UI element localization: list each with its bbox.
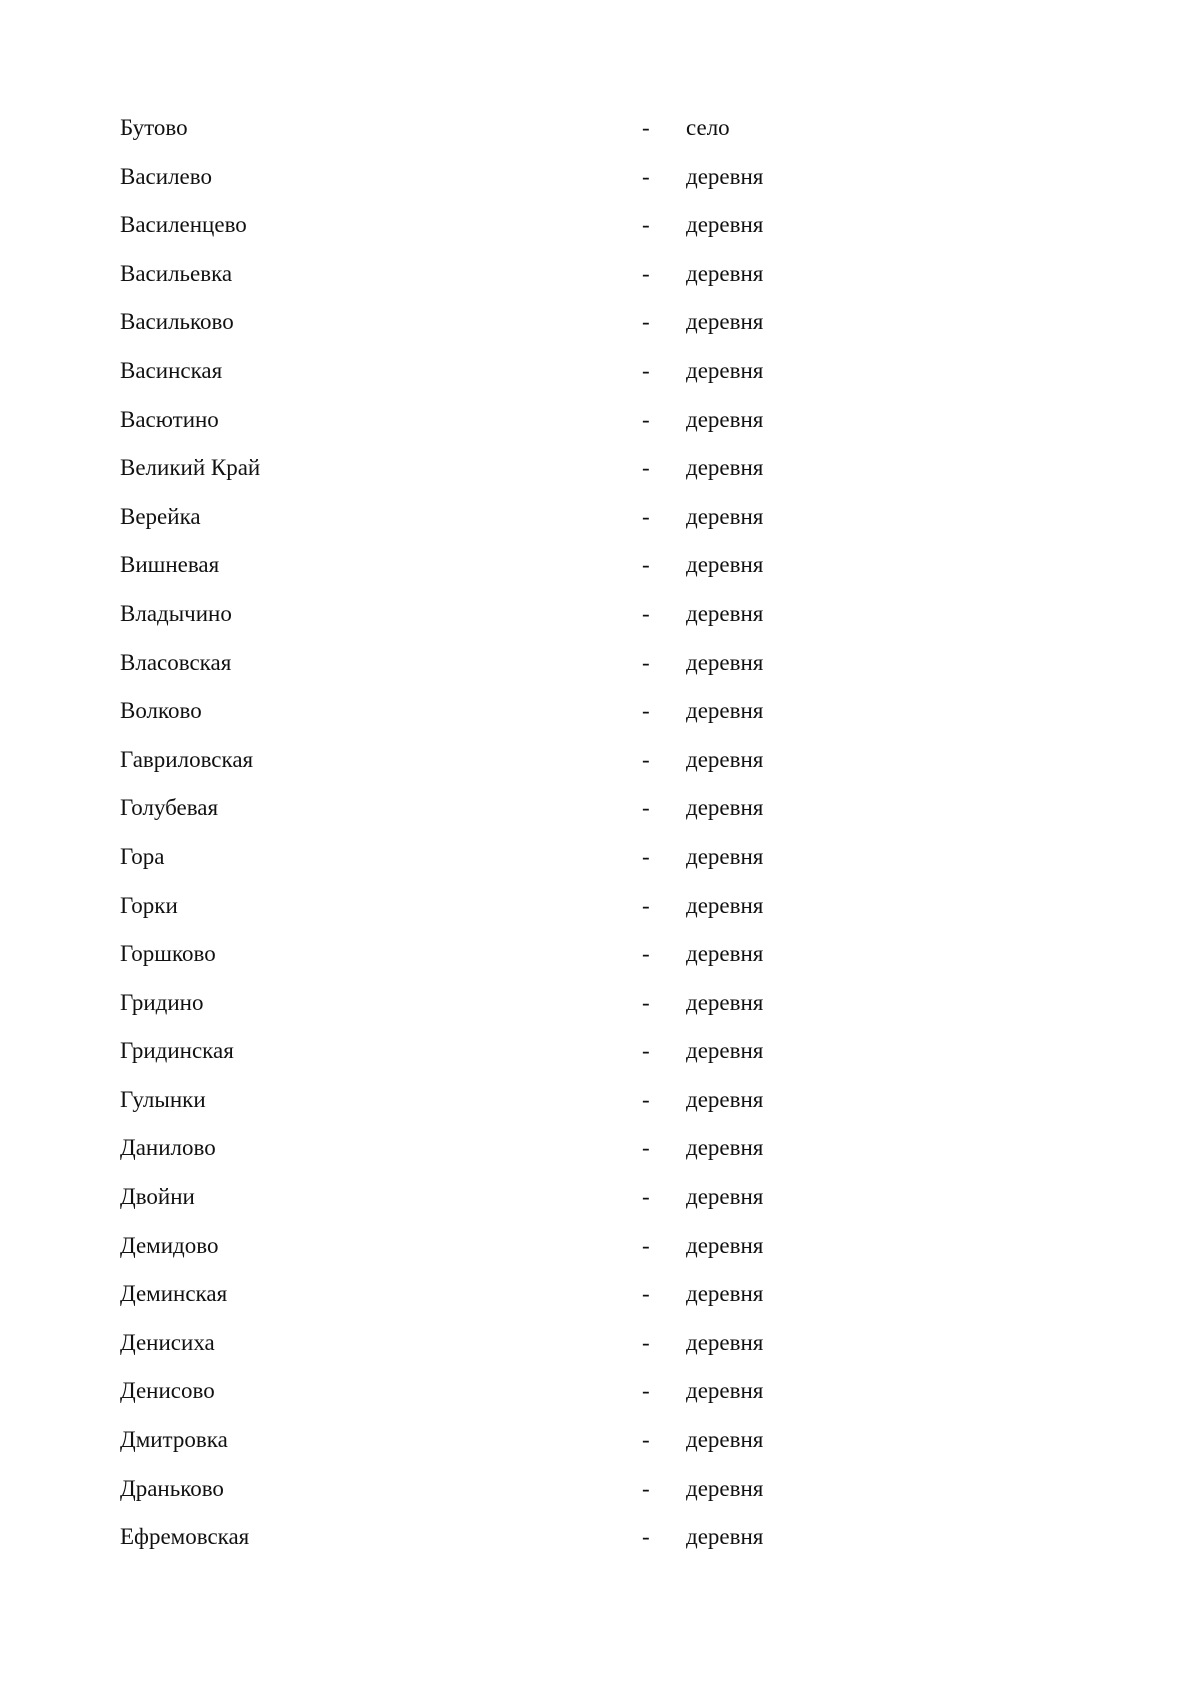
list-item [120,250,1020,299]
settlement-type: деревня [686,1475,764,1501]
settlement-type: деревня [686,260,764,286]
settlement-name: Волково [120,698,202,724]
settlement-type: деревня [686,698,764,724]
settlement-type: деревня [686,600,764,626]
separator-dash: - [642,892,650,918]
settlement-name: Данилово [120,1135,216,1161]
list-item [120,687,1020,736]
settlement-list [120,104,1020,1562]
settlement-type: деревня [686,552,764,578]
settlement-type: деревня [686,1184,764,1210]
separator-dash: - [642,649,650,675]
separator-dash: - [642,1184,650,1210]
separator-dash: - [642,795,650,821]
settlement-name: Денисово [120,1378,215,1404]
separator-dash: - [642,552,650,578]
settlement-type: село [686,115,730,140]
separator-dash: - [642,260,650,286]
settlement-type: деревня [686,989,764,1015]
settlement-name: Бутово [120,115,188,140]
settlement-name: Двойни [120,1184,195,1210]
settlement-type: деревня [686,1135,764,1161]
list-item [120,201,1020,250]
settlement-name: Гридинская [120,1038,234,1064]
list-item [120,1076,1020,1125]
settlement-type: деревня [686,1038,764,1064]
list-item [120,541,1020,590]
settlement-name: Гулынки [120,1086,206,1112]
settlement-name: Вишневая [120,552,220,578]
separator-dash: - [642,600,650,626]
list-item [120,736,1020,785]
settlement-name: Василево [120,163,212,189]
separator-dash: - [642,357,650,383]
separator-dash: - [642,212,650,238]
settlement-type: деревня [686,795,764,821]
settlement-name: Горки [120,892,178,918]
separator-dash: - [642,989,650,1015]
settlement-type: деревня [686,941,764,967]
separator-dash: - [642,406,650,432]
settlement-name: Великий Край [120,455,261,481]
separator-dash: - [642,115,650,140]
list-item [120,153,1020,202]
separator-dash: - [642,1427,650,1453]
list-item [120,1367,1020,1416]
separator-dash: - [642,1038,650,1064]
separator-dash: - [642,1135,650,1161]
settlement-type: деревня [686,212,764,238]
separator-dash: - [642,1086,650,1112]
separator-dash: - [642,1524,650,1550]
settlement-name: Васильково [120,309,234,335]
settlement-name: Васютино [120,406,219,432]
settlement-type: деревня [686,1232,764,1258]
separator-dash: - [642,843,650,869]
separator-dash: - [642,1329,650,1355]
settlement-type: деревня [686,1281,764,1307]
settlement-type: деревня [686,892,764,918]
list-item [120,979,1020,1028]
list-item [120,1416,1020,1465]
list-item [120,104,1020,153]
settlement-name: Гавриловская [120,746,254,772]
settlement-name: Васильевка [120,260,233,286]
separator-dash: - [642,309,650,335]
settlement-name: Василенцево [120,212,247,238]
list-item [120,833,1020,882]
separator-dash: - [642,163,650,189]
settlement-name: Деминская [120,1281,228,1307]
settlement-type: деревня [686,309,764,335]
settlement-name: Власовская [120,649,232,675]
settlement-type: деревня [686,1086,764,1112]
settlement-type: деревня [686,1329,764,1355]
settlement-type: деревня [686,503,764,529]
settlement-type: деревня [686,357,764,383]
list-item [120,639,1020,688]
settlement-name: Горшково [120,941,216,967]
separator-dash: - [642,455,650,481]
settlement-type: деревня [686,843,764,869]
settlement-type: деревня [686,1427,764,1453]
settlement-name: Верейка [120,503,201,529]
settlement-type: деревня [686,406,764,432]
settlement-name: Драньково [120,1475,224,1501]
settlement-name: Гора [120,843,165,869]
separator-dash: - [642,503,650,529]
settlement-type: деревня [686,455,764,481]
settlement-name: Дмитровка [120,1427,228,1453]
settlement-type: деревня [686,746,764,772]
list-item [120,1124,1020,1173]
list-item [120,1270,1020,1319]
settlement-type: деревня [686,1378,764,1404]
list-item [120,1222,1020,1271]
separator-dash: - [642,746,650,772]
list-item [120,1173,1020,1222]
settlement-name: Демидово [120,1232,219,1258]
settlement-name: Гридино [120,989,204,1015]
list-item [120,298,1020,347]
list-item [120,1513,1020,1562]
settlement-name: Голубевая [120,795,219,821]
settlement-type: деревня [686,163,764,189]
separator-dash: - [642,698,650,724]
list-item [120,930,1020,979]
settlement-name: Владычино [120,600,232,626]
settlement-name: Ефремовская [120,1524,250,1550]
separator-dash: - [642,1232,650,1258]
settlement-type: деревня [686,649,764,675]
settlement-type: деревня [686,1524,764,1550]
separator-dash: - [642,1378,650,1404]
list-item [120,1027,1020,1076]
separator-dash: - [642,1475,650,1501]
list-item [120,1465,1020,1514]
list-item [120,1319,1020,1368]
list-item [120,784,1020,833]
list-item [120,347,1020,396]
separator-dash: - [642,1281,650,1307]
settlement-name: Денисиха [120,1329,215,1355]
settlement-name: Васинская [120,357,223,383]
list-item [120,396,1020,445]
list-item [120,882,1020,931]
list-item [120,444,1020,493]
list-item [120,590,1020,639]
list-item [120,493,1020,542]
separator-dash: - [642,941,650,967]
